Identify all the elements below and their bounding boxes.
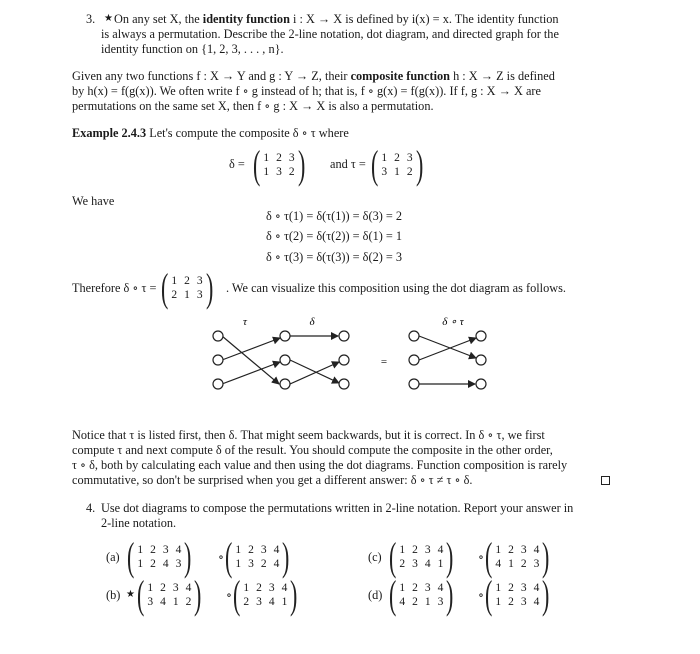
star-icon: ★ (104, 13, 113, 24)
notice-line3: τ ∘ δ, both by calculating each value and then using the dot diagrams. Function composition is rarely (72, 458, 568, 472)
and-tau-label: and τ = (330, 157, 366, 171)
equals-sign: = (380, 356, 388, 368)
notice-line4: commutative, so don't be surprised when you get a different answer: δ ∘ τ ≠ τ ∘ δ. (72, 473, 473, 487)
equation-2: δ ∘ τ(2) = δ(τ(2)) = δ(1) = 1 (266, 229, 403, 243)
ex3-line2: is always a permutation. Describe the 2-line notation, dot diagram, and directed graph for the (101, 27, 559, 41)
tau-matrix: ( 1 2 3 3 1 2 ) (370, 142, 423, 187)
comp-line3: permutations on the same set X, then f ∘ g : X → X is also a permutation. (72, 99, 434, 113)
delta-lhs: δ = (229, 157, 245, 171)
result-matrix: ( 1 2 3 2 1 3 ) (160, 265, 213, 310)
delta-label: δ (309, 316, 315, 328)
notice-line1: Notice that τ is listed first, then δ. That might seem backwards, but it is correct. In δ ∘ τ, we first (72, 428, 545, 442)
part-a-label: (a) (106, 550, 120, 564)
compose-symbol: ∘ (218, 550, 225, 564)
delta-matrix: ( 1 2 3 1 3 2 ) (252, 142, 305, 187)
dot-diagram (200, 310, 500, 420)
visualize-text: . We can visualize this composition using the dot diagram as follows. (226, 281, 566, 295)
tau-label: τ (243, 316, 247, 328)
part-c-perm1: ( 1 2 3 4 2 3 4 1 ) (388, 534, 454, 579)
we-have: We have (72, 194, 115, 208)
compose-symbol: ∘ (226, 588, 233, 602)
example-heading: Example 2.4.3 Let's compute the composite δ ∘ τ where (72, 126, 349, 140)
part-c-perm2: ( 1 2 3 4 4 1 2 3 ) (484, 534, 550, 579)
star-icon: ★ (126, 589, 135, 600)
part-d-perm2: ( 1 2 3 4 1 2 3 4 ) (484, 572, 550, 617)
ex4-line1: Use dot diagrams to compose the permutations written in 2-line notation. Report your answer in (101, 501, 574, 515)
part-a-perm2: ( 1 2 3 4 1 3 2 4 ) (224, 534, 290, 579)
comp-label: δ ∘ τ (442, 316, 464, 328)
equation-3: δ ∘ τ(3) = δ(τ(3)) = δ(2) = 3 (266, 250, 403, 264)
therefore-label: Therefore δ ∘ τ = (72, 281, 157, 295)
part-a-perm1: ( 1 2 3 4 1 2 4 3 ) (126, 534, 192, 579)
part-b-perm1: ( 1 2 3 4 3 4 1 2 ) (136, 572, 202, 617)
ex3-line3: identity function on {1, 2, 3, . . . , n}. (101, 42, 284, 56)
part-d-perm1: ( 1 2 3 4 4 2 1 3 ) (388, 572, 454, 617)
equation-1: δ ∘ τ(1) = δ(τ(1)) = δ(3) = 2 (266, 209, 403, 223)
notice-line2: compute τ and next compute δ of the result. You should compute the composite in the other order, (72, 443, 553, 457)
ex4-number: 4. (86, 501, 96, 515)
end-of-example-box (601, 476, 610, 485)
comp-line2: by h(x) = f(g(x)). We often write f ∘ g instead of h; that is, f ∘ g(x) = f(g(x)). If f, g : X → X are (72, 84, 541, 98)
part-c-label: (c) (368, 550, 382, 564)
part-b-label: (b) (106, 588, 121, 602)
ex3-number: 3. (86, 12, 96, 26)
part-b-perm2: ( 1 2 3 4 2 3 4 1 ) (232, 572, 298, 617)
ex4-line2: 2-line notation. (101, 516, 177, 530)
compose-symbol: ∘ (478, 550, 485, 564)
comp-line1: Given any two functions f : X → Y and g : Y → Z, their composite function h : X → Z is defined (72, 69, 555, 83)
compose-symbol: ∘ (478, 588, 485, 602)
ex3-line1: On any set X, the identity function i : X → X is defined by i(x) = x. The identity function (114, 12, 559, 26)
part-d-label: (d) (368, 588, 383, 602)
